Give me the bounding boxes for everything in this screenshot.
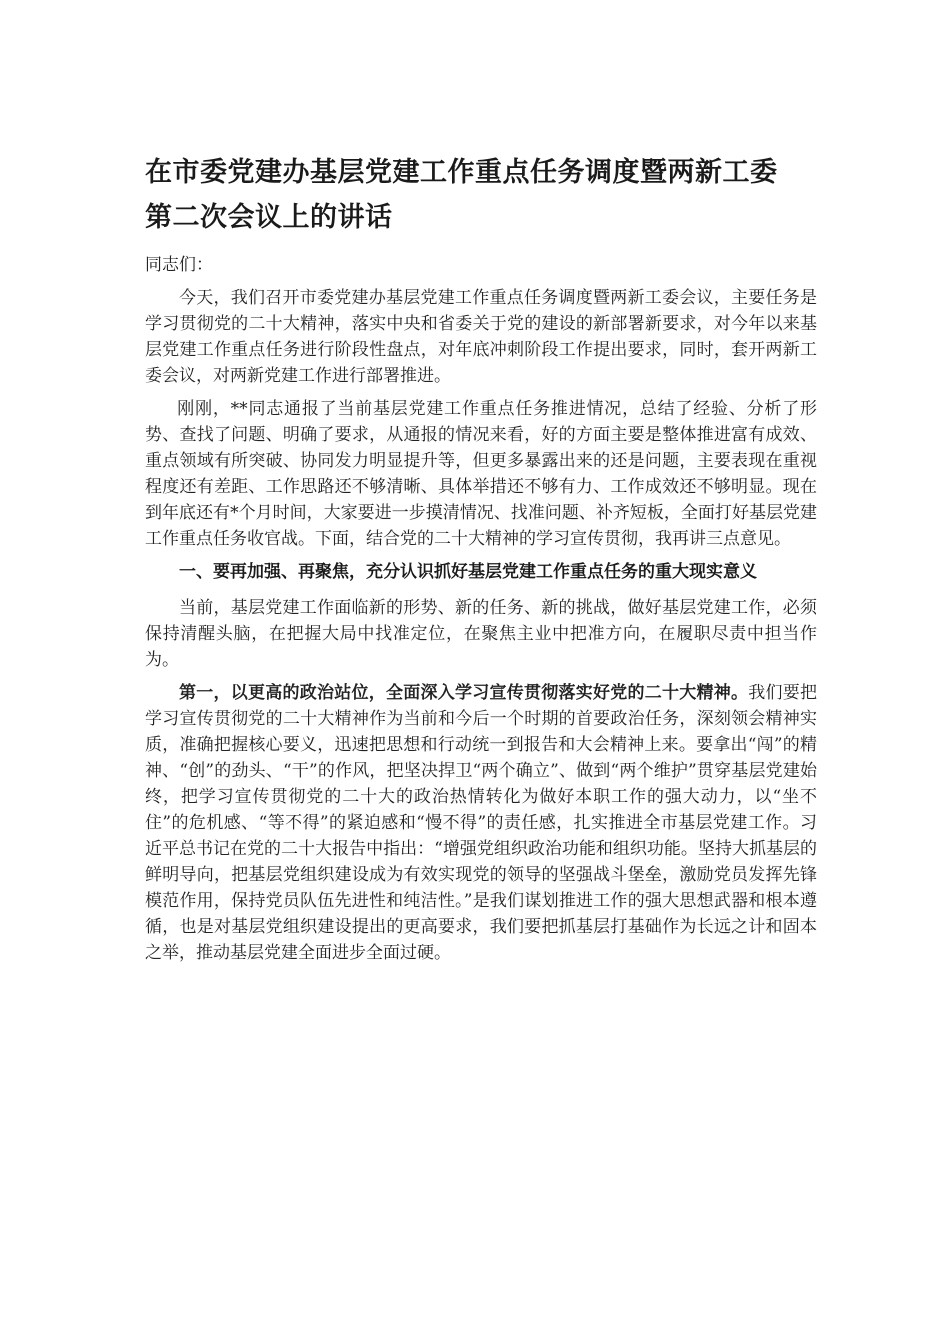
first-point-lead: 第一，以更高的政治站位，全面深入学习宣传贯彻落实好党的二十大精神。 <box>179 683 749 703</box>
salutation: 同志们： <box>145 255 213 275</box>
paragraph-situation: 当前，基层党建工作面临新的形势、新的任务、新的挑战，做好基层党建工作，必须保持清醒头脑，在把握大局中找准定位，在聚焦主业中把准方向，在履职尽责中担当作为。 <box>145 598 817 670</box>
title-line-1: 在市委党建办基层党建工作重点任务调度暨两新工委 <box>145 157 778 188</box>
document-title <box>145 150 817 240</box>
title-line-2: 第二次会议上的讲话 <box>145 202 393 233</box>
paragraph-briefing: 刚刚，**同志通报了当前基层党建工作重点任务推进情况，总结了经验、分析了形势、查找了问题、明确了要求，从通报的情况来看，好的方面主要是整体推进富有成效、重点领域有所突破、协同发力明显提升等，但更多暴露出来的还是问题，主要表现在重视程度还有差距、工作思路还不够清晰、具体举措还不够有力、工作成效还不够明显。现在到年底还有*个月时间，大家要进一步摸清情况、找准问题、补齐短板，全面打好基层党建工作重点任务收官战。下面，结合党的二十大精神的学习宣传贯彻，我再讲三点意见。 <box>145 399 817 549</box>
paragraph-opening: 今天，我们召开市委党建办基层党建工作重点任务调度暨两新工委会议，主要任务是学习贯彻党的二十大精神，落实中央和省委关于党的建设的新部署新要求，对今年以来基层党建工作重点任务进行阶段性盘点，对年底冲刺阶段工作提出要求，同时，套开两新工委会议，对两新党建工作进行部署推进。 <box>145 288 817 386</box>
first-point-body: 我们要把学习宣传贯彻党的二十大精神作为当前和今后一个时期的首要政治任务，深刻领会精神实质，准确把握核心要义，迅速把思想和行动统一到报告和大会精神上来。要拿出“闯”的精神、“创”的劲头、“干”的作风，把坚决捍卫“两个确立”、做到“两个维护”贯穿基层党建始终，把学习宣传贯彻党的二十大的政治热情转化为做好本职工作的强大动力，以“坐不住”的危机感、“等不得”的紧迫感和“慢不得”的责任感，扎实推进全市基层党建工作。习近平总书记在党的二十大报告中指出：“增强党组织政治功能和组织功能。坚持大抓基层的鲜明导向，把基层党组织建设成为有效实现党的领导的坚强战斗堡垒，激励党员发挥先锋模范作用，保持党员队伍先进性和纯洁性。”是我们谋划推进工作的强大思想武器和根本遵循，也是对基层党组织建设提出的更高要求，我们要把抓基层打基础作为长远之计和固本之举，推动基层党建全面进步全面过硬。 <box>145 683 817 963</box>
document-body <box>145 252 817 966</box>
document-page <box>145 150 817 973</box>
paragraph-first-point <box>145 680 817 966</box>
section-heading-1: 一、要再加强、再聚焦，充分认识抓好基层党建工作重点任务的重大现实意义 <box>179 562 757 582</box>
